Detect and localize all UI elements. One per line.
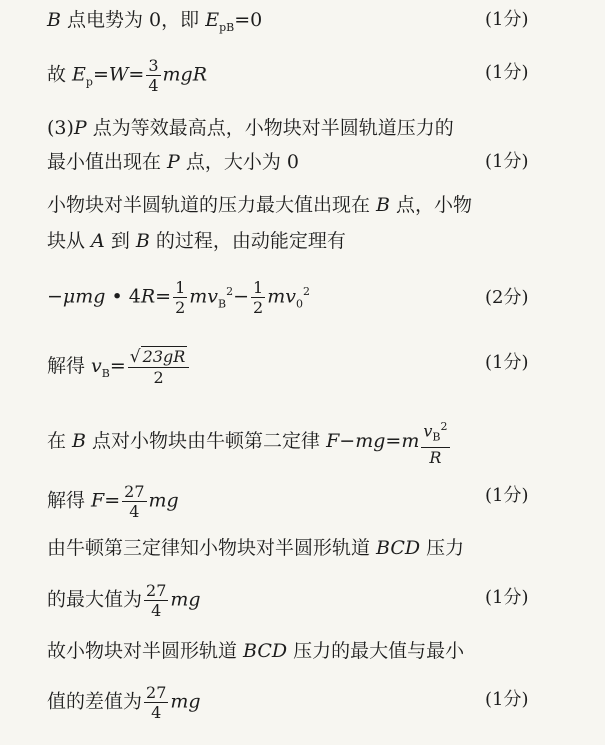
line-10: 解得 F= $\frac{27}{4}$ mg (47, 482, 179, 521)
line-4: 最小值出现在 P 点，大小为 0 (47, 151, 300, 173)
fraction-sqrt: $\frac{√ 23gR}{2}$ (128, 348, 190, 386)
score-7: (2分) (485, 287, 529, 308)
line-12: 的最大值为 $\frac{27}{4}$ mg (47, 581, 201, 620)
line-6: 块从 A 到 B 的过程，由动能定理有 (47, 230, 346, 252)
fraction: $\frac{1}{2}$ (175, 278, 186, 317)
score-8: (1分) (485, 352, 529, 373)
score-1: (1分) (485, 9, 529, 30)
line-13: 故小物块对半圆形轨道 BCD 压力的最大值与最小 (47, 640, 465, 662)
line-11: 由牛顿第三定律知小物块对半圆形轨道 BCD 压力 (47, 537, 465, 559)
line-8: 解得 $v_B=$ $\frac{√ 23gR}{2}$ (47, 348, 605, 387)
line-14: 值的差值为 $\frac{27}{4}$ mg (47, 683, 201, 722)
line-5: 小物块对半圆轨道的压力最大值出现在 B 点，小物 (47, 194, 473, 216)
fraction: $\frac{3}{4}$ (148, 56, 159, 95)
line-7: −μmg • 4R= $\frac{1}{2}$ $mv_B^2-$ $\frac{1}{2}$ $mv_0^2$ (47, 278, 310, 317)
sqrt-icon: √ (129, 347, 141, 367)
score-14: (1分) (485, 689, 529, 710)
line-9: 在 B 点对小物块由牛顿第二定律 F−mg=m $\frac{v_B^2}{R}$ (47, 420, 448, 467)
score-4: (1分) (485, 151, 529, 172)
fraction: $\frac{1}{2}$ (253, 278, 264, 317)
fraction: $\frac{27}{4}$ (124, 482, 145, 521)
fraction: $\frac{27}{4}$ (146, 683, 167, 722)
score-10: (1分) (485, 485, 529, 506)
line-1: B 点电势为 0，即 $E_{pB}=0$ (47, 9, 263, 34)
score-12: (1分) (485, 587, 529, 608)
fraction: $\frac{27}{4}$ (146, 581, 167, 620)
line-3: (3)P 点为等效最高点，小物块对半圆轨道压力的 (47, 117, 454, 139)
fraction: $\frac{v_B^2}{R}$ (423, 420, 448, 467)
line-2: 故 $E_p=W=$ $\frac{3}{4}$ mgR (47, 56, 208, 95)
score-2: (1分) (485, 62, 529, 83)
